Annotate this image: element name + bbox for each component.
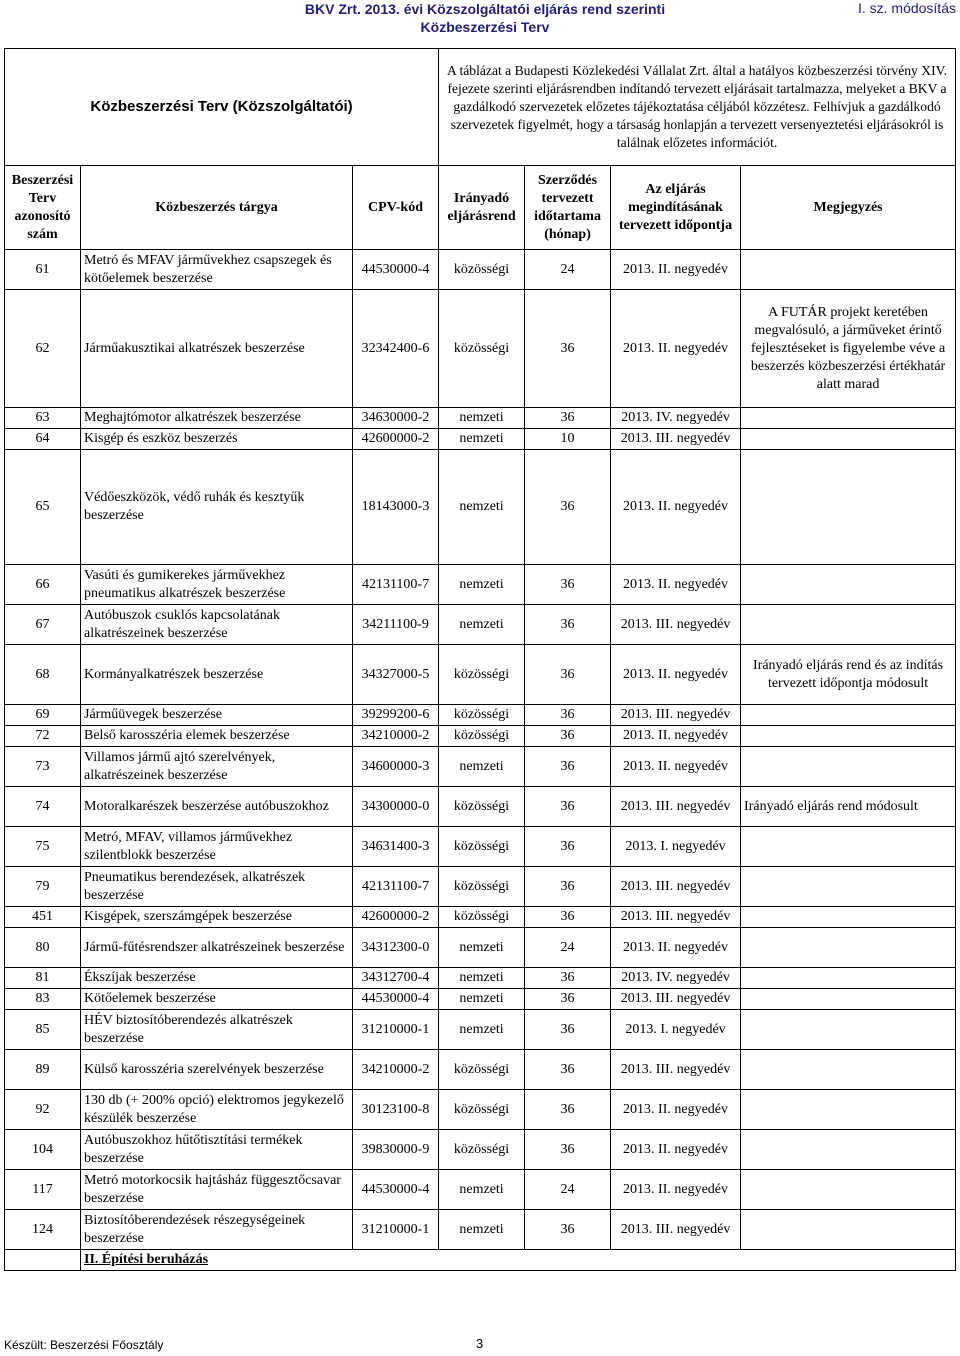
row-subject: Kormányalkatrészek beszerzése bbox=[81, 645, 353, 705]
row-id: 124 bbox=[5, 1210, 81, 1250]
row-start: 2013. IV. negyedév bbox=[611, 408, 741, 429]
row-start: 2013. III. negyedév bbox=[611, 429, 741, 450]
row-subject: Védőeszközök, védő ruhák és kesztyűk beszerzése bbox=[81, 450, 353, 565]
row-id: 61 bbox=[5, 250, 81, 290]
table-row bbox=[5, 565, 956, 605]
row-regime: nemzeti bbox=[439, 605, 525, 645]
row-duration: 36 bbox=[525, 907, 611, 928]
amendment-label: I. sz. módosítás bbox=[857, 0, 956, 16]
row-cpv: 42131100-7 bbox=[353, 565, 439, 605]
row-cpv: 44530000-4 bbox=[353, 1170, 439, 1210]
table-row bbox=[5, 747, 956, 787]
row-regime: közösségi bbox=[439, 867, 525, 907]
row-subject: Metró motorkocsik hajtásház függesztőcsavar beszerzése bbox=[81, 1170, 353, 1210]
row-note bbox=[741, 565, 956, 605]
row-regime: közösségi bbox=[439, 787, 525, 827]
document-title-line2: Közbeszerzési Terv bbox=[420, 19, 550, 35]
row-note bbox=[741, 250, 956, 290]
row-subject: Járműakusztikai alkatrészek beszerzése bbox=[81, 290, 353, 408]
row-cpv: 34312700-4 bbox=[353, 968, 439, 989]
row-subject: Kisgép és eszköz beszerzés bbox=[81, 429, 353, 450]
table-row bbox=[5, 1130, 956, 1170]
row-start: 2013. I. negyedév bbox=[611, 1010, 741, 1050]
row-duration: 36 bbox=[525, 867, 611, 907]
row-note bbox=[741, 907, 956, 928]
row-id: 83 bbox=[5, 989, 81, 1010]
row-id: 92 bbox=[5, 1090, 81, 1130]
row-start: 2013. II. negyedév bbox=[611, 565, 741, 605]
row-start: 2013. II. negyedév bbox=[611, 726, 741, 747]
table-row bbox=[5, 787, 956, 827]
row-duration: 36 bbox=[525, 645, 611, 705]
row-note bbox=[741, 408, 956, 429]
row-subject: Vasúti és gumikerekes járművekhez pneumatikus alkatrészek beszerzése bbox=[81, 565, 353, 605]
row-duration: 36 bbox=[525, 408, 611, 429]
table-row bbox=[5, 867, 956, 907]
col-header-start: Az eljárás megindításának tervezett időpontja bbox=[611, 166, 741, 250]
row-note bbox=[741, 928, 956, 968]
row-subject: Pneumatikus berendezések, alkatrészek beszerzése bbox=[81, 867, 353, 907]
table-row bbox=[5, 989, 956, 1010]
row-note-68: Irányadó eljárás rend és az indítás tervezett időpontja módosult bbox=[741, 645, 956, 705]
row-duration: 36 bbox=[525, 747, 611, 787]
row-id: 73 bbox=[5, 747, 81, 787]
row-regime: nemzeti bbox=[439, 408, 525, 429]
row-regime: közösségi bbox=[439, 705, 525, 726]
row-note bbox=[741, 989, 956, 1010]
col-header-id: Beszerzési Terv azonosító szám bbox=[5, 166, 81, 250]
row-start: 2013. II. negyedév bbox=[611, 928, 741, 968]
plan-title: Közbeszerzési Terv (Közszolgáltatói) bbox=[5, 49, 439, 166]
row-id: 89 bbox=[5, 1050, 81, 1090]
row-cpv: 31210000-1 bbox=[353, 1210, 439, 1250]
row-start: 2013. II. negyedév bbox=[611, 250, 741, 290]
row-regime: nemzeti bbox=[439, 565, 525, 605]
table-row bbox=[5, 726, 956, 747]
row-id: 63 bbox=[5, 408, 81, 429]
table-row bbox=[5, 429, 956, 450]
row-note bbox=[741, 1210, 956, 1250]
row-note bbox=[741, 827, 956, 867]
row-regime: nemzeti bbox=[439, 429, 525, 450]
document-title bbox=[300, 0, 670, 36]
row-start: 2013. III. negyedév bbox=[611, 1050, 741, 1090]
row-start: 2013. III. negyedév bbox=[611, 907, 741, 928]
row-id: 451 bbox=[5, 907, 81, 928]
row-id: 65 bbox=[5, 450, 81, 565]
row-duration: 24 bbox=[525, 1170, 611, 1210]
row-subject: Külső karosszéria szerelvények beszerzése bbox=[81, 1050, 353, 1090]
row-regime: nemzeti bbox=[439, 989, 525, 1010]
row-id: 64 bbox=[5, 429, 81, 450]
row-cpv: 42600000-2 bbox=[353, 429, 439, 450]
table-row bbox=[5, 907, 956, 928]
row-regime: közösségi bbox=[439, 645, 525, 705]
row-id: 67 bbox=[5, 605, 81, 645]
row-regime: nemzeti bbox=[439, 968, 525, 989]
row-id: 62 bbox=[5, 290, 81, 408]
row-id: 80 bbox=[5, 928, 81, 968]
row-note bbox=[741, 429, 956, 450]
row-duration: 36 bbox=[525, 989, 611, 1010]
row-subject: Villamos jármű ajtó szerelvények, alkatrészeinek beszerzése bbox=[81, 747, 353, 787]
row-start: 2013. III. negyedév bbox=[611, 989, 741, 1010]
row-subject: 130 db (+ 200% opció) elektromos jegykezelő készülék beszerzése bbox=[81, 1090, 353, 1130]
row-regime: közösségi bbox=[439, 250, 525, 290]
footer-department: Készült: Beszerzési Főosztály bbox=[4, 1338, 164, 1352]
row-regime: közösségi bbox=[439, 827, 525, 867]
row-subject: HÉV biztosítóberendezés alkatrészek beszerzése bbox=[81, 1010, 353, 1050]
row-cpv: 42600000-2 bbox=[353, 907, 439, 928]
row-subject: Meghajtómotor alkatrészek beszerzése bbox=[81, 408, 353, 429]
row-regime: nemzeti bbox=[439, 747, 525, 787]
row-duration: 36 bbox=[525, 1010, 611, 1050]
row-subject: Motoralkarészek beszerzése autóbuszokhoz bbox=[81, 787, 353, 827]
row-note bbox=[741, 1050, 956, 1090]
table-row bbox=[5, 928, 956, 968]
row-note bbox=[741, 1130, 956, 1170]
table-row bbox=[5, 705, 956, 726]
row-note bbox=[741, 1170, 956, 1210]
row-start: 2013. III. negyedév bbox=[611, 705, 741, 726]
row-id: 69 bbox=[5, 705, 81, 726]
row-subject: Jármű-fűtésrendszer alkatrészeinek beszerzése bbox=[81, 928, 353, 968]
row-id: 66 bbox=[5, 565, 81, 605]
row-note bbox=[741, 705, 956, 726]
row-regime: közösségi bbox=[439, 1090, 525, 1130]
intro-text: A táblázat a Budapesti Közlekedési Vállalat Zrt. által a hatályos közbeszerzési törvény XIV. fejezete szerinti eljárásrendben indítandó tervezett eljárásait tartalmazza, melyeket a BKV a gazdálkodó szervezetek előzetes tájékoztatása céljából közzétesz. Felhívjuk a gazdálkodó szervezetek figyelmét, hogy a társaság honlapján a tervezett versenyeztetési eljárásokról is találnak előzetes információt. bbox=[439, 49, 956, 166]
col-header-regime: Irányadó eljárásrend bbox=[439, 166, 525, 250]
row-cpv: 42131100-7 bbox=[353, 867, 439, 907]
row-cpv: 34327000-5 bbox=[353, 645, 439, 705]
row-cpv: 34210000-2 bbox=[353, 1050, 439, 1090]
row-duration: 36 bbox=[525, 705, 611, 726]
row-start: 2013. III. negyedév bbox=[611, 787, 741, 827]
row-subject: Kötőelemek beszerzése bbox=[81, 989, 353, 1010]
table-row bbox=[5, 1170, 956, 1210]
row-subject: Autóbuszok csuklós kapcsolatának alkatrészeinek beszerzése bbox=[81, 605, 353, 645]
row-duration: 10 bbox=[525, 429, 611, 450]
row-note bbox=[741, 968, 956, 989]
table-row bbox=[5, 1010, 956, 1050]
table-row bbox=[5, 1090, 956, 1130]
row-regime: nemzeti bbox=[439, 928, 525, 968]
col-header-subject: Közbeszerzés tárgya bbox=[81, 166, 353, 250]
section-row bbox=[5, 1250, 956, 1271]
row-cpv: 32342400-6 bbox=[353, 290, 439, 408]
row-start: 2013. II. negyedév bbox=[611, 1130, 741, 1170]
row-id: 79 bbox=[5, 867, 81, 907]
row-subject: Metró, MFAV, villamos járművekhez szilentblokk beszerzése bbox=[81, 827, 353, 867]
row-regime: közösségi bbox=[439, 907, 525, 928]
row-cpv: 34312300-0 bbox=[353, 928, 439, 968]
row-id: 81 bbox=[5, 968, 81, 989]
page-number: 3 bbox=[476, 1336, 484, 1351]
section-id-cell bbox=[5, 1250, 81, 1271]
table-row bbox=[5, 827, 956, 867]
document-title-line1: BKV Zrt. 2013. évi Közszolgáltatói eljárás rend szerinti bbox=[304, 1, 666, 17]
table-row bbox=[5, 1210, 956, 1250]
row-duration: 24 bbox=[525, 250, 611, 290]
row-note bbox=[741, 726, 956, 747]
row-cpv: 34211100-9 bbox=[353, 605, 439, 645]
row-duration: 36 bbox=[525, 605, 611, 645]
row-start: 2013. II. negyedév bbox=[611, 1170, 741, 1210]
row-subject: Biztosítóberendezések részegységeinek beszerzése bbox=[81, 1210, 353, 1250]
row-cpv: 34630000-2 bbox=[353, 408, 439, 429]
row-start: 2013. II. negyedév bbox=[611, 1090, 741, 1130]
row-regime: nemzeti bbox=[439, 450, 525, 565]
row-subject: Ékszíjak beszerzése bbox=[81, 968, 353, 989]
row-duration: 36 bbox=[525, 827, 611, 867]
row-id: 85 bbox=[5, 1010, 81, 1050]
row-regime: közösségi bbox=[439, 1050, 525, 1090]
row-start: 2013. III. negyedév bbox=[611, 605, 741, 645]
row-id: 68 bbox=[5, 645, 81, 705]
page-header bbox=[0, 0, 960, 40]
row-note bbox=[741, 1090, 956, 1130]
row-note-74: Irányadó eljárás rend módosult bbox=[741, 787, 956, 827]
table-row bbox=[5, 408, 956, 429]
row-cpv: 30123100-8 bbox=[353, 1090, 439, 1130]
col-header-cpv: CPV-kód bbox=[353, 166, 439, 250]
row-duration: 36 bbox=[525, 1210, 611, 1250]
procurement-plan-table bbox=[4, 48, 956, 1271]
row-regime: nemzeti bbox=[439, 1170, 525, 1210]
row-start: 2013. III. negyedév bbox=[611, 867, 741, 907]
row-start: 2013. I. negyedév bbox=[611, 827, 741, 867]
row-cpv: 34210000-2 bbox=[353, 726, 439, 747]
row-subject: Metró és MFAV járművekhez csapszegek és kötőelemek beszerzése bbox=[81, 250, 353, 290]
row-subject: Belső karosszéria elemek beszerzése bbox=[81, 726, 353, 747]
row-duration: 36 bbox=[525, 565, 611, 605]
row-id: 74 bbox=[5, 787, 81, 827]
row-start: 2013. IV. negyedév bbox=[611, 968, 741, 989]
row-start: 2013. II. negyedév bbox=[611, 290, 741, 408]
row-cpv: 34300000-0 bbox=[353, 787, 439, 827]
row-note bbox=[741, 605, 956, 645]
row-note bbox=[741, 747, 956, 787]
table-row bbox=[5, 290, 956, 408]
table-row bbox=[5, 605, 956, 645]
table-row bbox=[5, 645, 956, 705]
section-heading: II. Építési beruházás bbox=[84, 1252, 209, 1267]
col-header-duration: Szerződés tervezett időtartama (hónap) bbox=[525, 166, 611, 250]
row-note bbox=[741, 1010, 956, 1050]
table-row bbox=[5, 968, 956, 989]
table-header-row bbox=[5, 166, 956, 250]
row-cpv: 34600000-3 bbox=[353, 747, 439, 787]
row-id: 72 bbox=[5, 726, 81, 747]
row-regime: közösségi bbox=[439, 290, 525, 408]
row-start: 2013. II. negyedév bbox=[611, 450, 741, 565]
table-row bbox=[5, 250, 956, 290]
row-cpv: 39830000-9 bbox=[353, 1130, 439, 1170]
row-duration: 24 bbox=[525, 928, 611, 968]
row-duration: 36 bbox=[525, 968, 611, 989]
row-cpv: 18143000-3 bbox=[353, 450, 439, 565]
row-note bbox=[741, 450, 956, 565]
row-cpv: 31210000-1 bbox=[353, 1010, 439, 1050]
row-cpv: 44530000-4 bbox=[353, 989, 439, 1010]
col-header-note: Megjegyzés bbox=[741, 166, 956, 250]
row-start: 2013. III. negyedév bbox=[611, 1210, 741, 1250]
row-duration: 36 bbox=[525, 1090, 611, 1130]
row-id: 117 bbox=[5, 1170, 81, 1210]
row-regime: közösségi bbox=[439, 1130, 525, 1170]
row-regime: nemzeti bbox=[439, 1010, 525, 1050]
row-start: 2013. II. negyedév bbox=[611, 747, 741, 787]
row-id: 104 bbox=[5, 1130, 81, 1170]
row-cpv: 39299200-6 bbox=[353, 705, 439, 726]
row-regime: nemzeti bbox=[439, 1210, 525, 1250]
row-note-futar: A FUTÁR projekt keretében megvalósuló, a járműveket érintő fejlesztéseket is figyelembe véve a beszerzés közbeszerzési értékhatár alatt marad bbox=[741, 290, 956, 408]
row-duration: 36 bbox=[525, 726, 611, 747]
row-cpv: 44530000-4 bbox=[353, 250, 439, 290]
row-duration: 36 bbox=[525, 450, 611, 565]
row-duration: 36 bbox=[525, 787, 611, 827]
row-note bbox=[741, 867, 956, 907]
row-duration: 36 bbox=[525, 290, 611, 408]
row-cpv: 34631400-3 bbox=[353, 827, 439, 867]
row-start: 2013. II. negyedév bbox=[611, 645, 741, 705]
row-id: 75 bbox=[5, 827, 81, 867]
row-subject: Autóbuszokhoz hűtőtisztítási termékek beszerzése bbox=[81, 1130, 353, 1170]
row-subject: Járműüvegek beszerzése bbox=[81, 705, 353, 726]
row-subject: Kisgépek, szerszámgépek beszerzése bbox=[81, 907, 353, 928]
row-regime: közösségi bbox=[439, 726, 525, 747]
table-row bbox=[5, 1050, 956, 1090]
row-duration: 36 bbox=[525, 1130, 611, 1170]
table-row bbox=[5, 450, 956, 565]
row-duration: 36 bbox=[525, 1050, 611, 1090]
